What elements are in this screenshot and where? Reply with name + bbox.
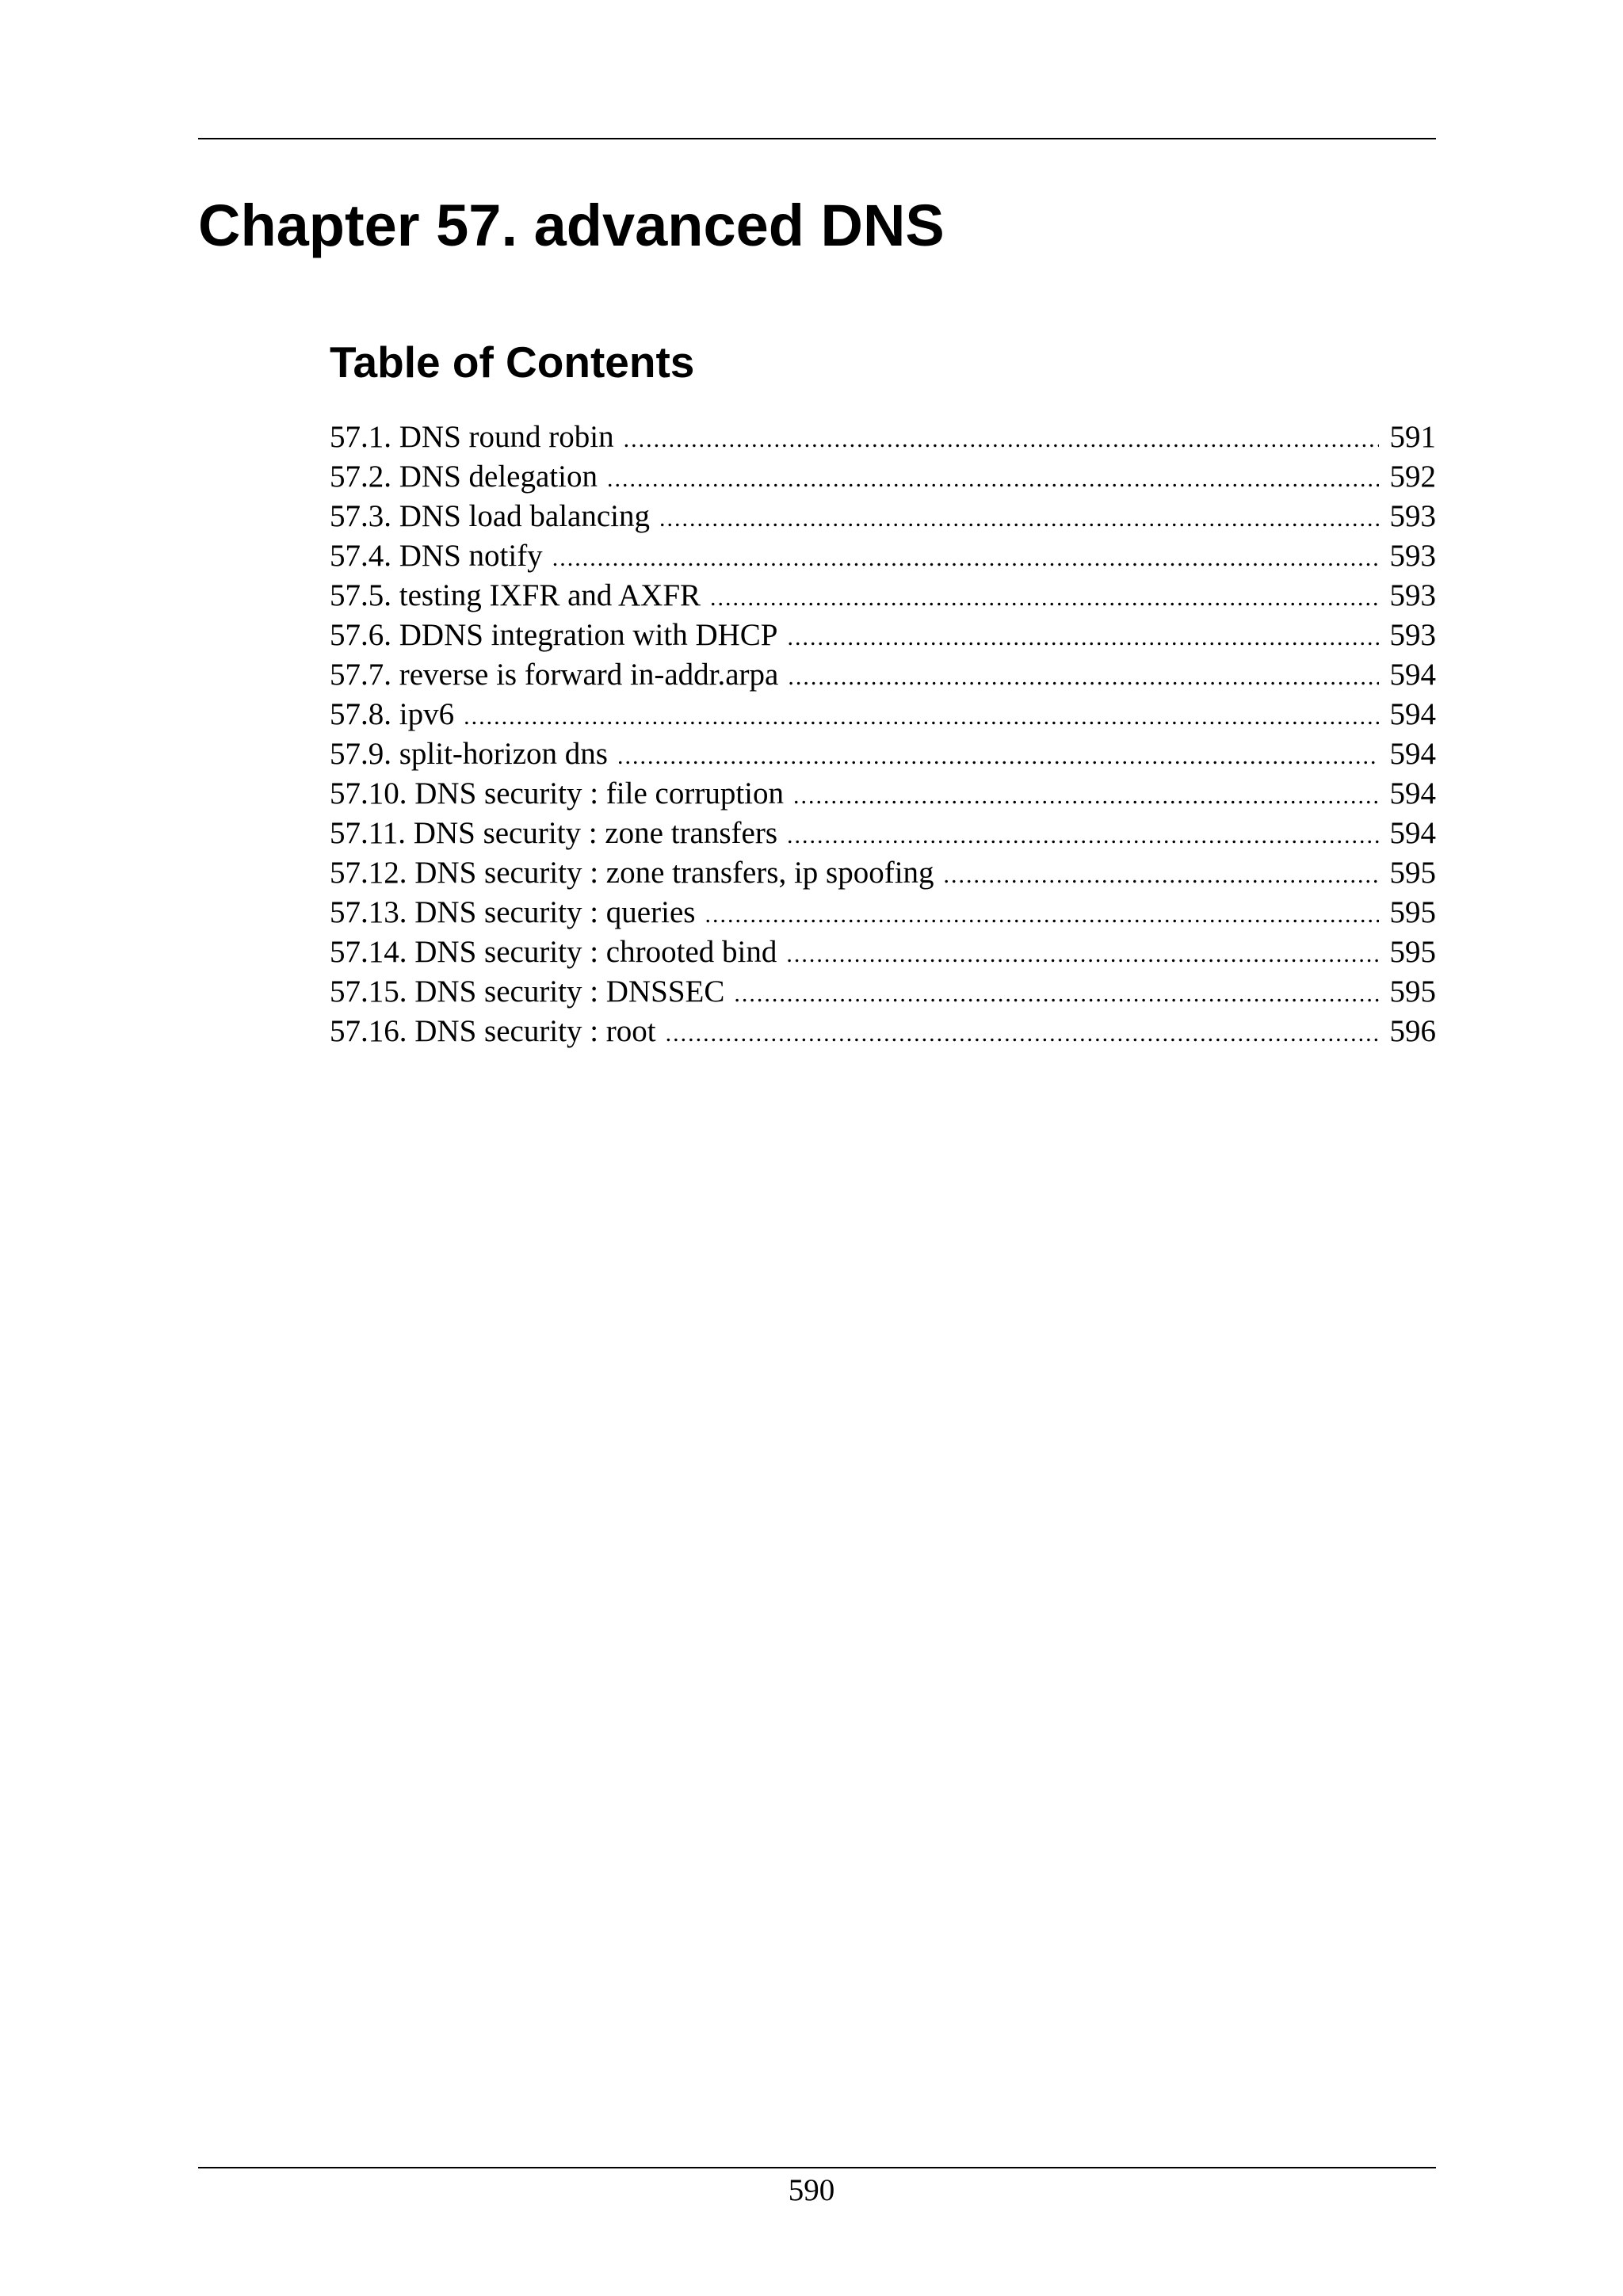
toc-entry-title[interactable]: 57.13. DNS security : queries xyxy=(330,895,696,929)
dot-leader xyxy=(666,1014,1379,1054)
dot-leader xyxy=(787,816,1378,856)
toc-entry[interactable] xyxy=(330,814,1436,853)
toc-entry[interactable] xyxy=(330,655,1436,695)
dot-leader xyxy=(786,935,1378,974)
chapter-title: Chapter 57. advanced DNS xyxy=(198,193,945,258)
toc-entry[interactable] xyxy=(330,497,1436,536)
dot-leader xyxy=(734,974,1378,1014)
toc-entry-page[interactable]: 595 xyxy=(1389,856,1436,890)
toc-entry-title[interactable]: 57.16. DNS security : root xyxy=(330,1014,656,1048)
toc-entry[interactable] xyxy=(330,933,1436,972)
toc-entry-page[interactable]: 594 xyxy=(1389,737,1436,771)
toc-entry-title[interactable]: 57.4. DNS notify xyxy=(330,539,543,573)
toc-entry[interactable] xyxy=(330,853,1436,893)
dot-leader xyxy=(793,776,1379,816)
toc-entry-page[interactable]: 594 xyxy=(1389,816,1436,850)
toc-entry-title[interactable]: 57.7. reverse is forward in-addr.arpa xyxy=(330,658,779,692)
toc-entry-title[interactable]: 57.11. DNS security : zone transfers xyxy=(330,816,778,850)
dot-leader xyxy=(624,420,1379,460)
dot-leader xyxy=(617,737,1379,776)
toc-entry[interactable] xyxy=(330,695,1436,734)
table-of-contents xyxy=(330,418,1436,1051)
dot-leader xyxy=(705,895,1378,935)
toc-entry[interactable] xyxy=(330,576,1436,616)
toc-entry[interactable] xyxy=(330,734,1436,774)
dot-leader xyxy=(607,460,1379,499)
dot-leader xyxy=(552,539,1379,578)
toc-entry[interactable] xyxy=(330,616,1436,655)
toc-entry[interactable] xyxy=(330,972,1436,1012)
toc-entry-title[interactable]: 57.6. DDNS integration with DHCP xyxy=(330,618,778,652)
toc-entry-title[interactable]: 57.10. DNS security : file corruption xyxy=(330,776,784,810)
toc-entry-page[interactable]: 595 xyxy=(1389,935,1436,969)
dot-leader xyxy=(944,856,1379,895)
toc-entry[interactable] xyxy=(330,893,1436,933)
toc-entry-title[interactable]: 57.1. DNS round robin xyxy=(330,420,614,454)
toc-entry-page[interactable]: 595 xyxy=(1389,974,1436,1009)
toc-entry[interactable] xyxy=(330,536,1436,576)
toc-entry[interactable] xyxy=(330,1012,1436,1051)
toc-heading: Table of Contents xyxy=(330,338,695,387)
toc-entry-page[interactable]: 591 xyxy=(1389,420,1436,454)
toc-entry-title[interactable]: 57.14. DNS security : chrooted bind xyxy=(330,935,777,969)
toc-entry-page[interactable]: 592 xyxy=(1389,460,1436,494)
toc-entry-title[interactable]: 57.15. DNS security : DNSSEC xyxy=(330,974,725,1009)
toc-entry-title[interactable]: 57.8. ipv6 xyxy=(330,697,455,731)
toc-entry-page[interactable]: 594 xyxy=(1389,697,1436,731)
footer-rule xyxy=(198,2167,1436,2168)
page-number: 590 xyxy=(788,2173,835,2207)
toc-entry-title[interactable]: 57.12. DNS security : zone transfers, ip spoofing xyxy=(330,856,934,890)
toc-entry[interactable] xyxy=(330,774,1436,814)
dot-leader xyxy=(788,618,1379,658)
header-rule xyxy=(198,138,1436,139)
toc-entry-title[interactable]: 57.2. DNS delegation xyxy=(330,460,598,494)
toc-entry-page[interactable]: 594 xyxy=(1389,658,1436,692)
toc-entry[interactable] xyxy=(330,418,1436,457)
toc-entry-page[interactable]: 593 xyxy=(1389,539,1436,573)
toc-entry[interactable] xyxy=(330,457,1436,497)
dot-leader xyxy=(788,658,1378,697)
toc-entry-title[interactable]: 57.9. split-horizon dns xyxy=(330,737,608,771)
toc-entry-page[interactable]: 593 xyxy=(1389,499,1436,533)
dot-leader xyxy=(710,578,1378,618)
toc-entry-page[interactable]: 596 xyxy=(1389,1014,1436,1048)
dot-leader xyxy=(464,697,1378,737)
toc-entry-page[interactable]: 593 xyxy=(1389,578,1436,612)
dot-leader xyxy=(659,499,1378,539)
toc-entry-page[interactable]: 595 xyxy=(1389,895,1436,929)
toc-entry-page[interactable]: 594 xyxy=(1389,776,1436,810)
toc-entry-title[interactable]: 57.5. testing IXFR and AXFR xyxy=(330,578,701,612)
toc-entry-page[interactable]: 593 xyxy=(1389,618,1436,652)
toc-entry-title[interactable]: 57.3. DNS load balancing xyxy=(330,499,651,533)
